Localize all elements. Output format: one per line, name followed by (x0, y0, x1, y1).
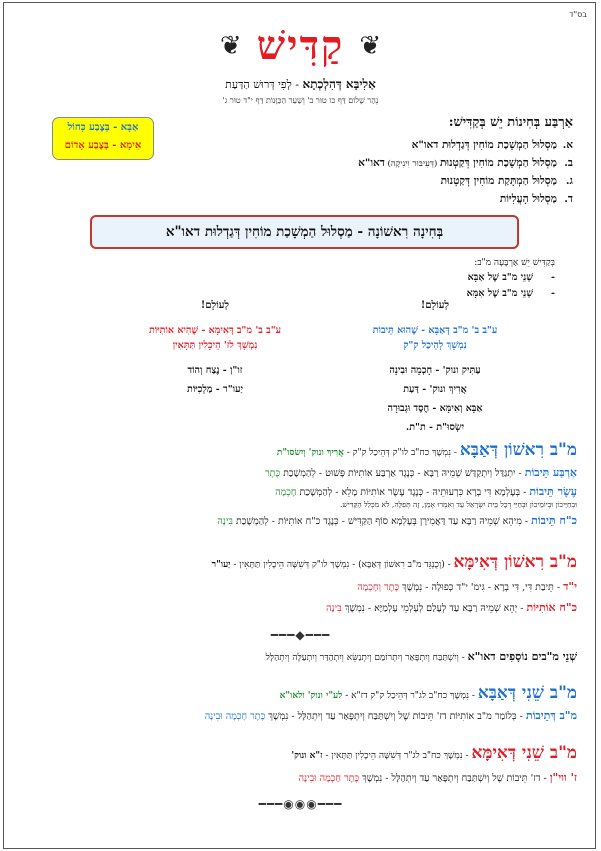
item-number: ב. (564, 157, 573, 169)
line-text: - מִיהֵא שְׁמֵיהּ רַבָּא עַד דַּאֲמִירָן בְּעָלְמָא סוֹף הַקַּדִּישׁ - כְּנֶגֶד כ"ח אוֹתִיּוֹת - לְהַמְשָׁכַת (232, 516, 532, 527)
intro-item: שְׁנֵי מ"ב שֶׁל אַבָּא (467, 272, 533, 283)
section-banner: בְּחִינָה רִאשׁוֹנָה - מַסְלוּל הַמְשָׁכַת מוֹחִין דְּגַדְלוּת דאו"א (90, 215, 519, 249)
line-key: עֶשֶׂר תֵּיבוֹת (529, 485, 577, 498)
line-text: - דז' תֵּיבוֹת שֶׁל וְיִשְׁתַּבַּח וְיִתְפָּאַר עַד וְיִתְהַלָּל - נִמְשָׁךְ (359, 773, 550, 784)
column-item: אַבָּא וְאִימָּא - חֶסֶד וּגְבוּרָה (387, 403, 483, 414)
section-abba-second (22, 683, 577, 724)
column-ima (110, 300, 320, 399)
section-desc: - נִמְשָׁךְ כח"ב לג"ר דְּהֵיכַל ק"ק דז"א - (342, 691, 478, 701)
item-note: (דְּעִיבּוּר וִינִיקָה) (384, 159, 441, 169)
additional-heading (22, 650, 577, 663)
section-heading: מ"ב שֵׁנִי דְּאִימָּא (471, 743, 577, 763)
column-item: עַתִּיק ונוק' - חָכְמָה וּבִינָה (389, 365, 481, 376)
intro-text: בְּקַדִּישׁ יֵשׁ אַרְבָּעָה מ"ב: (474, 258, 555, 268)
line-text: - יְהֵא שְׁמֵיהּ רַבָּא עַד לְעָלַם לְעָלְמֵי עָלְמַיָּא - נִמְשָׁךְ (341, 603, 527, 614)
bsd-mark: בס"ד (569, 10, 587, 19)
column-item: זו"ן - נֶצַח וְהוֹד (187, 365, 243, 376)
line-key: ז' ווי"ן (549, 771, 577, 784)
subtitle-rest: - לְפִי דְּרוּשׁ הַדַּעַת (225, 78, 303, 91)
section-line (22, 771, 577, 786)
section-desc-bold: אֲרִיךְ ונוק' וְיִשׂסו"ת (276, 448, 344, 458)
line-text: - תֵּיבַת דִּי, דִּי בְרָא - גִּימ' י"ד כְּפוּלָה - נִמְשָׁךְ (399, 582, 564, 593)
line-end: חָכְמָה (275, 487, 297, 498)
line-key: כ"ח אוֹתִיּוֹת (526, 601, 577, 614)
ornament-icon: ❦ (219, 30, 242, 61)
section-desc-bold: ז"א ונוק' (291, 751, 323, 761)
list-item (173, 172, 573, 190)
column-line: נִמְשָׁךְ לז' הֵיכָלִין תַּתָּאִין (172, 340, 258, 351)
section-line (22, 601, 577, 616)
list-item (173, 190, 573, 208)
subtitle (0, 77, 601, 92)
subtitle-main: אַלִיבָּא דְּהִלְכְתָא (302, 77, 376, 91)
list-item (173, 136, 573, 154)
section-heading: מ"ב שֵׁנִי דְּאַבָּא (477, 683, 577, 703)
line-end: כֶּתֶר (264, 468, 281, 479)
section-heading: מ"ב רִאשׁוֹן דְּאַבָּא (459, 440, 577, 460)
item-text: מַסְלוּל הַמְתָּקַת מוֹחִין דְּקַטְנוּת (440, 175, 557, 187)
additional-title: שְׁנֵי מ"בים נוֹסָפִים דאו"א (467, 650, 577, 663)
intro-list (467, 270, 555, 302)
page-title: קַדִּישׁ (256, 22, 345, 69)
line-end: כֶּתֶר חָכְמָה וּבִינָה (298, 773, 360, 784)
legend-abba: אַבָּא - בְּצֶבַע כָּחוֹל (67, 122, 139, 133)
item-text: מַסְלוּל הַמְשָׁכַת מוֹחִין דְּקַטְנוּת (440, 157, 557, 169)
ornament-icon: ❦ (359, 30, 382, 61)
column-header: לְעוֹלָם! (200, 300, 230, 311)
item-text: מַסְלוּל הַמְשָׁכַת מוֹחִין דְּגַדְלוּת דאו"א (411, 139, 557, 151)
section-ima-second (22, 743, 577, 786)
section-heading: מ"ב רִאשׁוֹן דְּאִימָּא (453, 552, 577, 572)
four-aspects-list (173, 136, 573, 208)
section-desc-bold: לע"י ונוק' ולאו"א (279, 691, 343, 701)
source-line: נְהַר שָׁלוֹם דַּף כו טוּר ב' וְשַׁעַר הַכַּוָּנוֹת דַּף י"ד טוּר ג' (222, 96, 379, 105)
line-text: - יִתְגַּדַּל וְיִתְקַדַּשׁ שְׁמֵיהּ רַבָּא - כְּנֶגֶד אַרְבַּע אוֹתִיּוֹת פָּשׁוּט - לְהַמְשָׁכַת (280, 468, 525, 479)
line-key: מ"ב דְּתֵיבוֹת (525, 709, 577, 722)
section-line (22, 709, 577, 724)
item-number: ג. (565, 175, 573, 187)
section-abba-first (22, 440, 577, 529)
column-line: נִמְשָׁךְ לְהֵיכַל ק"ק (403, 340, 467, 351)
section-line (22, 485, 577, 500)
line-end: בִּינָה (326, 603, 342, 614)
section-line (22, 580, 577, 595)
four-aspects-heading: אַרְבַּע בְּחִינוֹת יֵשׁ בְּקַדִּישׁ: (448, 115, 573, 130)
section-desc: - נִמְשָׁךְ כח"ב לג"ר דְּשִׁשָּׁה הֵיכָלִין תַּתָּאִין - (322, 751, 472, 761)
section-ima-first (22, 552, 577, 616)
column-line: ע"ב ב' מ"ב דְּאִימָּא - שֶׁהִיא אוֹתִיּוֹת (148, 325, 282, 336)
column-item: יִשְׂסוּ"ת - ת"ת. (405, 422, 465, 433)
intro-item: שְׁנֵי מ"ב שֶׁל אִמָּא (466, 288, 533, 299)
item-tail: דאו"א (358, 157, 385, 169)
section-desc: - (וְכֻנְגֵּד מ"ב רִאשׁוֹן דְּאַבָּא) - נִמְשָׁךְ לו"ק דְּשִׁשָּׁה הֵיכָלִין תַּתָּאִין - (230, 560, 454, 570)
column-item: יַעו"ר - מַלְכִיּוֹת (187, 384, 243, 395)
item-number: א. (562, 139, 573, 151)
section-desc: - נִמְשָׁךְ כח"ב לו"ק דְּהֵיכַל ק"ק - (343, 448, 460, 458)
line-end: כֶּתֶר וְחָכְמָה (357, 582, 400, 593)
column-line: ע"ב ב' מ"ב דְּאַבָּא - שֶׁהוּא תֵּיבוֹת (372, 325, 498, 336)
line-end: כֶּתֶר חָכְמָה וּבִינָה (204, 711, 266, 722)
column-item: אֲרִיךְ ונוק' - דַּעַת (403, 384, 467, 395)
line-key: כ"ח תֵּיבוֹת (531, 514, 577, 527)
divider-ornament: ━━━◆━━━ (270, 628, 331, 642)
line-end: בִּינָה (217, 516, 233, 527)
line-key: אַרְבַּע תֵּיבוֹת (524, 466, 577, 479)
section-note: וּבְחַיֵּיכוֹן וּבְיוֹמֵיכוֹן וּבְחַיֵּי דְכָל בֵּית יִשְׂרָאֵל עַד וְאִמְרוּ אָמֵן, זֶה תְּפִלָּה, לֹא מִכְּלַל הַקַּדִּישׁ. (340, 500, 577, 509)
item-text: מַסְלוּל הָעֲלִיּוֹת (499, 193, 557, 205)
column-abba (330, 300, 540, 437)
section-desc-bold: יַעו"ר (211, 560, 231, 570)
line-text: - כְּלוֹמַר מ"ב אוֹתִיּוֹת דז' תֵּיבוֹת שֶׁל וְיִשְׁתַּבַּח וְיִתְפָּאַר עַד וְיִתְהַלָּל - נִמְשָׁךְ (265, 711, 526, 722)
title-area (0, 22, 601, 69)
section-line (22, 466, 577, 481)
column-header: לְעוֹלָם! (420, 300, 450, 311)
list-item: -שְׁנֵי מ"ב שֶׁל אַבָּא (467, 272, 555, 283)
legend-ima: אִימָא - בְּצֶבַע אָדוֹם (64, 140, 142, 151)
divider-ornament-bottom: ━━━◉◉◉━━━ (258, 797, 343, 811)
section-line (22, 514, 577, 529)
additional-text: - וְיִשְׁתַּבַּח וְיִתְפָּאַר וְיִתְרוֹמַם וְיִתְנַשֵּׂא וְיִתְהַדַּר וְיִתְעַלֶּה וְיִתְהַלָּל (265, 653, 468, 663)
list-item: -שְׁנֵי מ"ב שֶׁל אִמָּא (466, 288, 555, 299)
item-number: ד. (564, 193, 573, 205)
line-text: - בְּעָלְמָא דִּי בְרָא כִּרְעוּתֵיהּ - כְּנֶגֶד עֶשֶׂר אוֹתִיּוֹת מָלֵא - לְהַמְשָׁכַת (296, 487, 530, 498)
line-key: י"ד (563, 580, 577, 593)
list-item (173, 154, 573, 172)
color-legend (52, 117, 154, 160)
